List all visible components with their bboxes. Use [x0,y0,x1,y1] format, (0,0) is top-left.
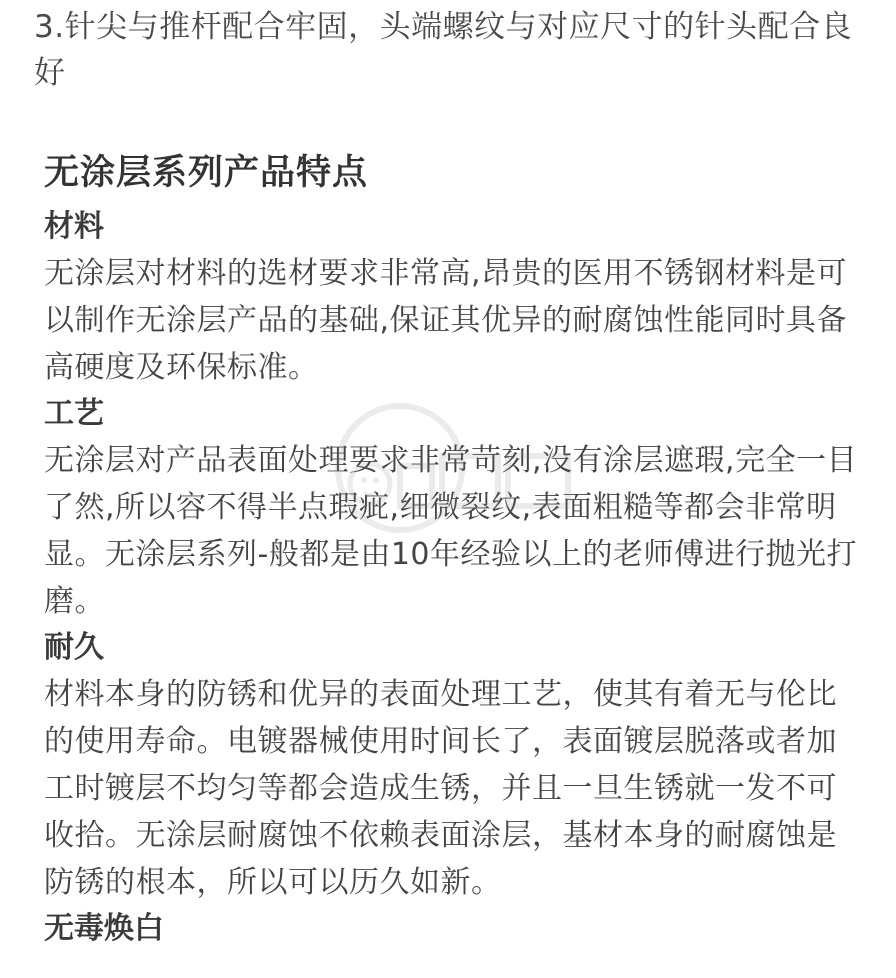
heading-material: 材料 [44,209,104,244]
section-title: 无涂层系列产品特点 [44,153,369,193]
intro-feature-text: 3.针尖与推杆配合牢固，头端螺纹与对应尺寸的针头配合良好 [34,9,853,91]
heading-nontoxic: 无毒焕白 [44,911,164,946]
craft-description: 无涂层对产品表面处理要求非常苛刻,没有涂层遮瑕,完全一目了然,所以容不得半点瑕疵,细微裂纹,表面粗糙等都会非常明显。无涂层系列-般都是由10年经验以上的老师傅进行抛光打磨。 [44,443,858,619]
durability-description: 材料本身的防锈和优异的表面处理工艺，使其有着无与伦比的使用寿命。电镀器械使用时间长了，表面镀层脱落或者加工时镀层不均匀等都会造成生锈，并且一旦生锈就一发不可收拾。无涂层耐腐蚀不依赖表面涂层，基材本身的耐腐蚀是防锈的根本，所以可以历久如新。 [44,677,837,900]
material-description: 无涂层对材料的选材要求非常高,昂贵的医用不锈钢材料是可以制作无涂层产品的基础,保证其优异的耐腐蚀性能同时具备高硬度及环保标准。 [44,256,848,385]
heading-craft: 工艺 [44,396,104,431]
uncoated-series-section [44,146,864,952]
heading-durability: 耐久 [44,630,104,665]
